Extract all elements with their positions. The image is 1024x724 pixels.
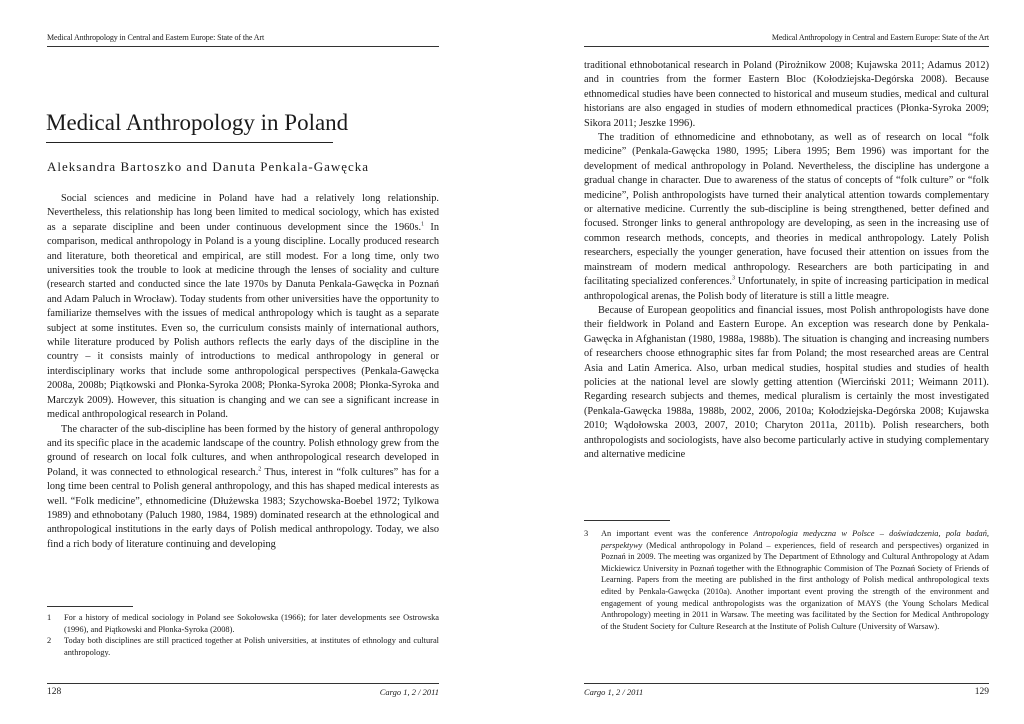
paragraph: traditional ethnobotanical research in Poland (Pirożnikow 2008; Kujawska 2011; Adamus 2012) and in countries from the former Eastern Bloc (Kołodziejska-Degórska 2008). Because ethnomedical studies have been connected to historical and museum studies, medical and cultural historians are also engaged in studies of modern ethnomedical practices (Płonka-Syroka 2009; Sikora 2011; Jeszke 1996).: [584, 60, 989, 129]
page-number: 128: [47, 687, 62, 697]
footnote-number: 1: [47, 613, 52, 622]
page-footer-right: [584, 683, 989, 702]
footnote-number: 2: [47, 636, 52, 646]
body-text-right: [584, 59, 989, 462]
page-footer-left: [47, 683, 439, 702]
footnote-3: [584, 528, 989, 632]
paragraph-text: Thus, interest in “folk cultures” has for a long time been central to Polish general anthropology, and this has shaped medical interests as well. “Folk medicine”, ethnomedicine (Dłużewska 1983; Szychowska-Boebel 1972; Tylkowa 1989) and ethnobotany (Paluch 1980, 1984, 1989) dominated research at the ethnological and anthropological institutions in the early days of Polish medical anthropology. Today, we also find a rich body of literature continuing and developing: [47, 466, 439, 550]
footnote-divider: [47, 606, 133, 607]
footnote-ref-3[interactable]: 3: [731, 275, 735, 282]
paragraph-text: Unfortunately, in spite of increasing participation in medical anthropological arenas, the Polish body of literature is still a little meagre.: [584, 276, 989, 302]
paragraph: [584, 131, 989, 304]
right-page: [512, 0, 1024, 724]
running-head-left: Medical Anthropology in Central and Eastern Europe: State of the Art: [47, 32, 439, 47]
journal-citation: Cargo 1, 2 / 2011: [379, 687, 439, 697]
conference-title: Antropologia medyczna w Polsce – doświadczenia, pola badań, perspektywy: [601, 529, 990, 550]
paragraph-text: Social sciences and medicine in Poland have had a relatively long relationship. Nevertheless, this relationship has long been limited to medical sociology, which has existed as a separate discipline and been under continuous development since the 1960s.: [47, 193, 439, 233]
footnote-text: For a history of medical sociology in Poland see Sokołowska (1966); for later developments see Ostrowska (1996), and Piątkowski and Płonka-Syroka (2008).: [64, 613, 439, 634]
page-number: 129: [974, 687, 989, 697]
footnote-divider: [584, 520, 670, 521]
footnote-text: [601, 528, 989, 632]
footnotes-left: [47, 612, 439, 658]
journal-citation: Cargo 1, 2 / 2011: [584, 687, 644, 697]
footnote-ref-2[interactable]: 2: [258, 466, 262, 473]
paragraph-text: The tradition of ethnomedicine and ethnobotany, as well as of research on local “folk medicine” (Penkala-Gawęcka 1980, 1995; Libera 1995; Bem 1996) was important for the development of medical anthropology in Poland. Nevertheless, the discipline has undergone a gradual change in character. Due to awareness of the status of concepts of “folk culture” or “folk medicine”, Polish anthropologists have turned their analytical attention towards complementary or alternative medicine. Currently the sub-discipline is being strengthened, better defined and focused. Stronger links to general anthropology are developing, as seen in the increasing use of common research methods, concepts, and theories in medical anthropology. Lately Polish researchers, especially the younger generation, have focused their attention on issues from the mainstream of modern medical anthropology. Researchers are both participating in and facilitating specialized conferences.: [584, 132, 989, 288]
footnote-text-part: An important event was the conference: [601, 529, 754, 538]
running-head-right: Medical Anthropology in Central and Eastern Europe: State of the Art: [584, 32, 989, 47]
body-text-left: [47, 192, 439, 552]
paragraph-text: In comparison, medical anthropology in Poland is a young discipline. Locally produced research and literature, both theoretical and empirical, are still modest. For a long time, only two universities took the trouble to look at medicine through the lenses of sociality and culture (research started and conducted since the late 1970s by Danuta Penkala-Gawęcka in Poznań and Adam Paluch in Wrocław). Today students from other universities have the opportunity to familiarize themselves with the issues of medical anthropology which is taught as a separate subject at some institutes. Even so, the curriculum consists mainly of international authors, while literature produced by Polish authors reflects the early days of the discipline in the country – it consists mainly of introductions to medical anthropology in general or interdisciplinary works that include some anthropological perspectives (Penkala-Gawęcka 2008a, 2008b; Piątkowski and Płonka-Syroka 2008; Płonka-Syroka 2008; Płonka-Syroka and Marczyk 2009). However, this situation is changing and we can see a significant increase in medical anthropological research in Poland.: [47, 221, 439, 421]
paragraph: [47, 192, 439, 423]
footnote-1: [47, 612, 439, 635]
footnote-ref-1[interactable]: 1: [421, 221, 425, 228]
footnote-number: 3: [584, 529, 589, 538]
article-authors: Aleksandra Bartoszko and Danuta Penkala-Gawęcka: [47, 159, 370, 174]
paragraph: Because of European geopolitics and financial issues, most Polish anthropologists have done their fieldwork in Poland and Eastern Europe. An exception was research done by Penkala-Gawęcka in Afghanistan (1980, 1988a, 1988b). The situation is changing and increasing numbers of researchers choose ethnographic sites far from Poland; the most researched areas are Central Asia and Latin America. Also, urban medical studies, hospital studies and studies of health policies at the national level are slowly getting attention (Wierciński 2011; Weimann 2011). Regarding research subjects and themes, medical pluralism is certainly the most investigated (Penkala-Gawęcka 1988a, 1988b, 2002, 2006, 2010a; Kołodziejska-Degórska 2008; Kujawska 2010; Wądołowska 2003, 2007, 2010; Charyton 2011a, 2011b). Polish researchers, both anthropologists and sociologists, have also become particularly active in studying complementary and alternative medicine: [584, 304, 989, 460]
paragraph-text: The character of the sub-discipline has been formed by the history of general anthropology and its specific place in the academic landscape of the country. Polish ethnology grew from the ground of research on local folk cultures, and when anthropological research developed in Poland, it was connected to ethnological research.: [47, 423, 439, 478]
footnote-text-part: (Medical anthropology in Poland – experiences, field of research and perspectives) organized in Poznań in 2009. The meeting was organized by The Department of Ethnology and Cultural Anthropology at Adam Mickiewicz University in Poznań together with the Ethnographic Commision of The Poznań Society of Friends of Learning. Papers from the meeting are published in the first anthology of Polish medical anthropological texts edited by Penkala-Gawęcka (2010a). Another important event proving the strength of the environment and engagement of young medical anthropologists was the organization of MAYS (the Young Scholars Medical Anthropology) meeting in 2011 in Warsaw. The meeting was facilitated by the Section for Medical Anthropology of the Student Society for Culture Research at the Institute of Polish Culture (University of Warsaw).: [601, 540, 989, 631]
footnote-text: Today both disciplines are still practiced together at Polish universities, at institutes of ethnology and cultural anthropology.: [64, 636, 439, 657]
article-title: Medical Anthropology in Poland: [46, 108, 333, 143]
footnote-2: [47, 635, 439, 658]
paragraph: [47, 423, 439, 553]
footnotes-right: [584, 528, 989, 632]
